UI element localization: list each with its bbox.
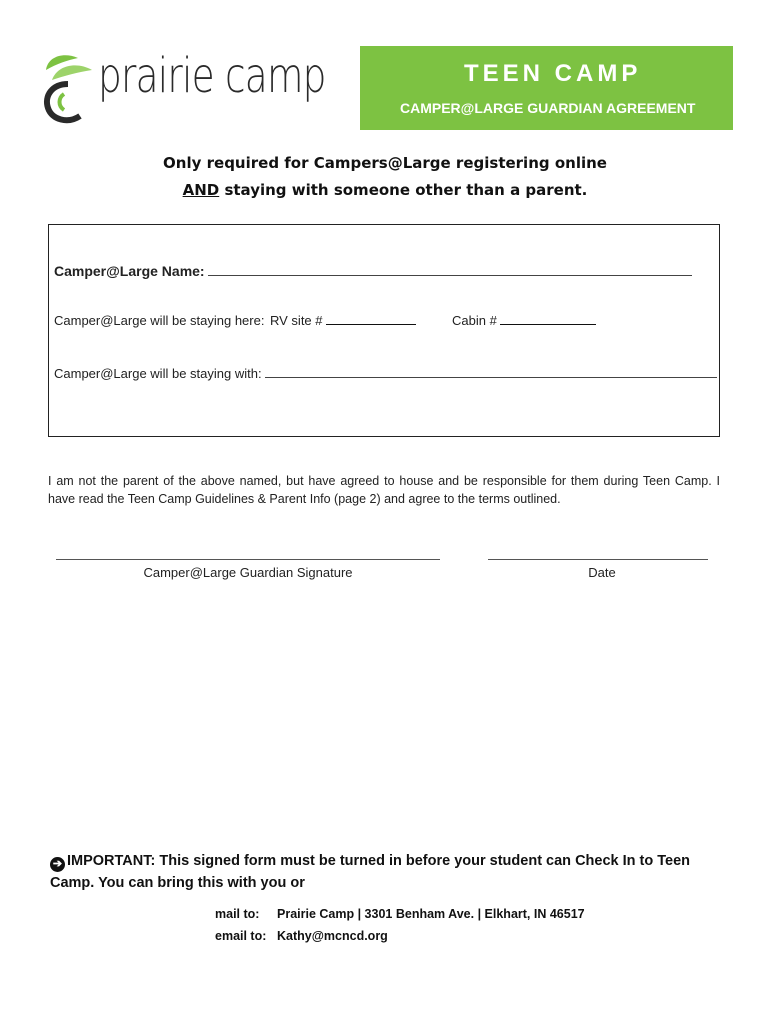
intro-line-2-rest: staying with someone other than a parent.: [219, 181, 588, 199]
page-subtitle: CAMPER@LARGE GUARDIAN AGREEMENT: [400, 100, 696, 116]
staying-with-label: Camper@Large will be staying with:: [54, 366, 262, 381]
cabin-label: Cabin #: [452, 313, 497, 328]
intro-line-1: Only required for Campers@Large registering online: [163, 154, 607, 172]
staying-with-field[interactable]: [265, 377, 717, 378]
agreement-text: I am not the parent of the above named, but have agreed to house and be responsible for them during Teen Camp. I have read the Teen Camp Guidelines & Parent Info (page 2) and agree to the terms outlined.: [48, 474, 720, 506]
email-to-label: email to:: [215, 929, 267, 943]
important-notice: [50, 850, 720, 894]
rv-site-label: RV site #: [270, 313, 323, 328]
rv-site-row: [270, 313, 416, 328]
rv-site-field[interactable]: [326, 324, 416, 325]
leaf-logo-icon: [38, 50, 98, 126]
guardian-signature-field[interactable]: [56, 559, 440, 560]
camper-name-label: Camper@Large Name:: [54, 263, 205, 279]
page-title: TEEN CAMP: [464, 60, 642, 87]
camper-info-box: [48, 224, 720, 437]
header-banner: [28, 46, 733, 130]
camper-name-field[interactable]: [208, 275, 692, 276]
logo-wordmark: prairie camp: [98, 48, 326, 104]
intro-line-2: [0, 181, 770, 199]
staying-here-label: Camper@Large will be staying here:: [54, 313, 265, 328]
mail-to-label: mail to:: [215, 907, 260, 921]
email-to-address[interactable]: Kathy@mcncd.org: [277, 929, 388, 943]
guardian-signature-label: Camper@Large Guardian Signature: [143, 565, 353, 580]
staying-with-row: [54, 366, 717, 381]
cabin-field[interactable]: [500, 324, 596, 325]
date-field[interactable]: [488, 559, 708, 560]
logo: [28, 46, 360, 130]
mail-to-address: Prairie Camp | 3301 Benham Ave. | Elkhart, IN 46517: [277, 907, 585, 921]
camper-name-row: [54, 263, 692, 279]
important-text: IMPORTANT: This signed form must be turned in before your student can Check In to Teen Camp. You can bring this with you or: [50, 853, 691, 891]
cabin-row: [452, 313, 596, 328]
intro-emphasis: AND: [182, 181, 220, 199]
arrow-circle-icon: ➔: [50, 857, 65, 872]
date-label: Date: [588, 565, 616, 580]
